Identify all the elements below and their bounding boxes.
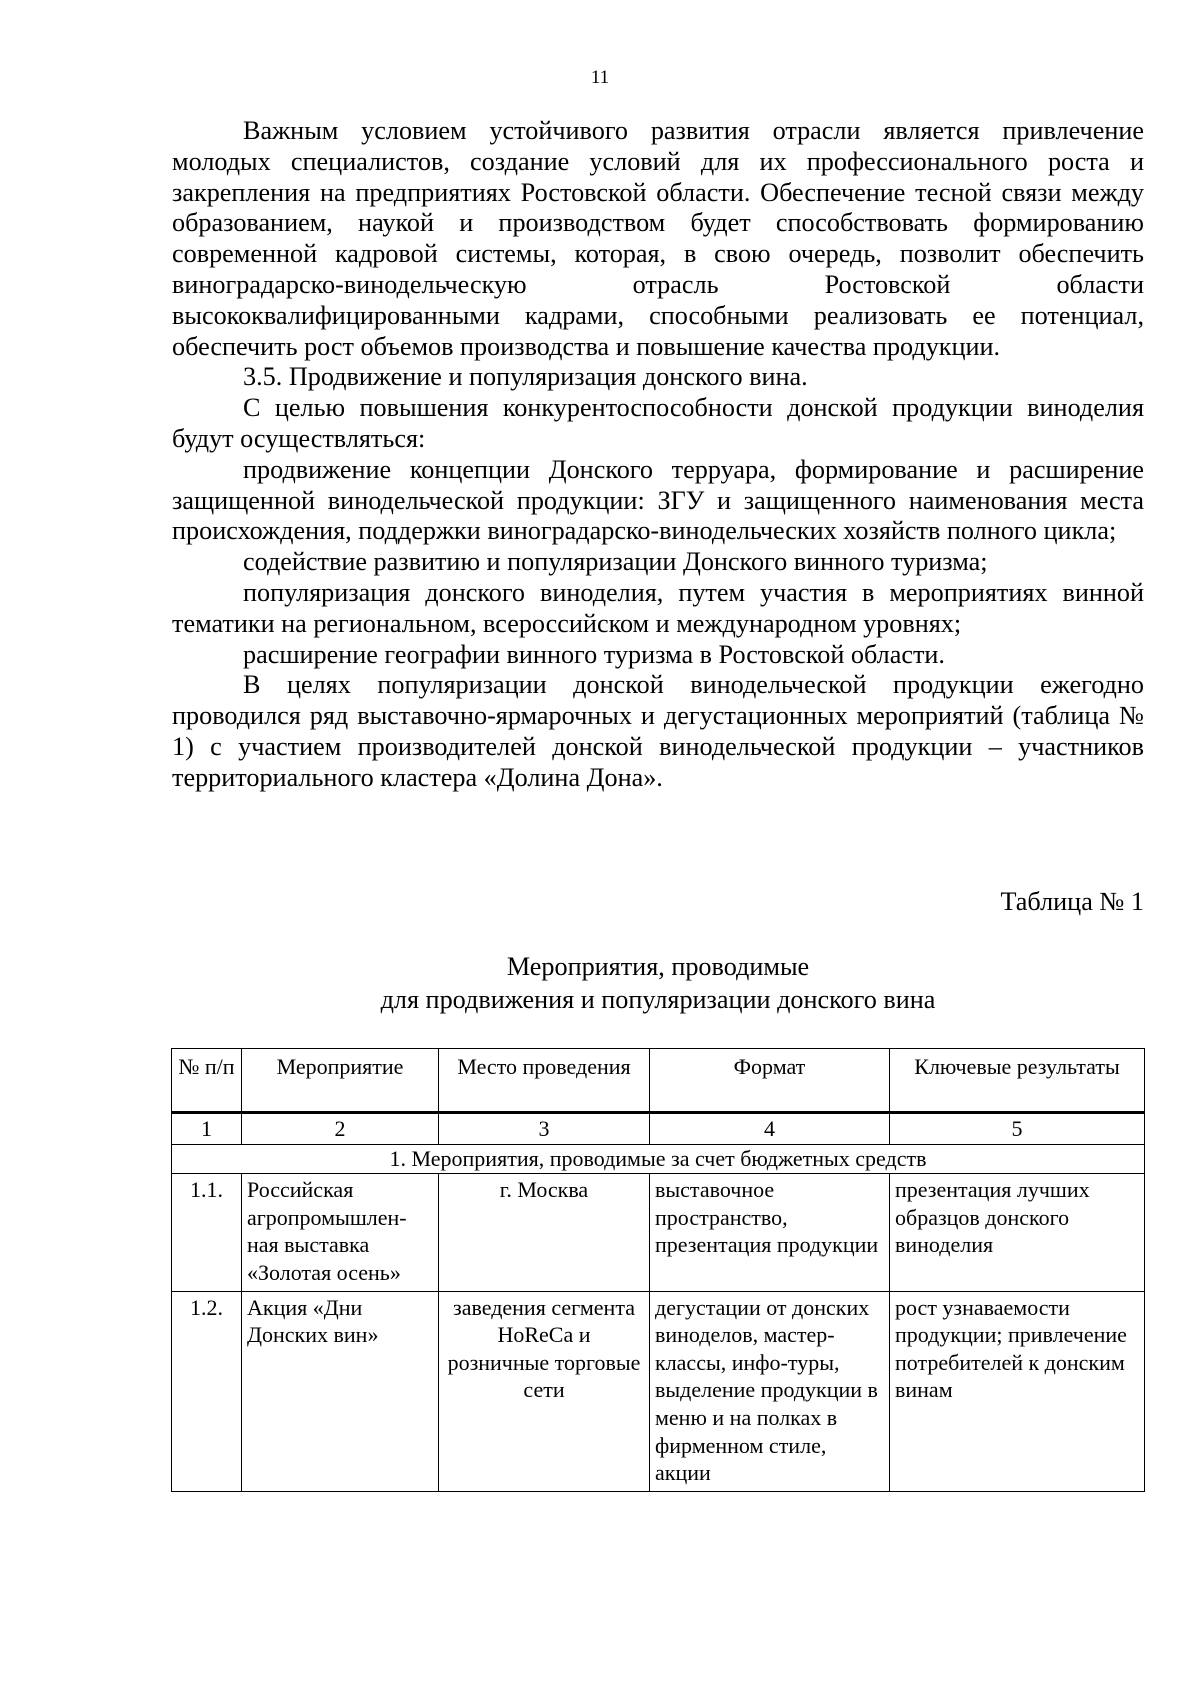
paragraph: В целях популяризации донской винодельческой продукции ежегодно проводился ряд выставочно-ярмарочных и дегустационных мероприятий (таблица № 1) с участием производителей донской винодельческой продукции – участников территориального кластера «Долина Дона». xyxy=(172,670,1144,792)
column-number-row xyxy=(172,1113,1145,1145)
table-header-row xyxy=(172,1049,1145,1113)
header-cell-results: Ключевые результаты xyxy=(890,1049,1145,1113)
header-cell-place: Место проведения xyxy=(439,1049,650,1113)
paragraph: Важным условием устойчивого развития отрасли является привлечение молодых специалистов, создание условий для их профессионального роста и закрепления на предприятиях Ростовской области. Обеспечение тесной связи между образованием, наукой и производством будет способствовать формированию современной кадровой системы, которая, в свою очередь, позволит обеспечить виноградарско-винодельческую отрасль Ростовской области высококвалифицированными кадрами, способными реализовать ее потенциал, обеспечить рост объемов производства и повышение качества продукции. xyxy=(172,116,1144,361)
column-number: 2 xyxy=(242,1113,439,1145)
column-number: 5 xyxy=(890,1113,1145,1145)
results-cell: рост узнаваемости продукции; привлечение потребителей к донским винам xyxy=(890,1291,1145,1491)
table-title xyxy=(172,950,1144,1016)
event-cell: Российская агропромышлен-ная выставка «Золотая осень» xyxy=(242,1174,439,1291)
paragraph: С целью повышения конкурентоспособности донской продукции виноделия будут осуществляться: xyxy=(172,393,1144,453)
column-number: 3 xyxy=(439,1113,650,1145)
event-cell: Акция «Дни Донских вин» xyxy=(242,1291,439,1491)
table-title-line: для продвижения и популяризации донского вина xyxy=(380,985,936,1014)
place-cell: г. Москва xyxy=(439,1174,650,1291)
section-heading: 3.5. Продвижение и популяризация донского вина. xyxy=(243,362,808,392)
header-cell-format: Формат xyxy=(650,1049,890,1113)
row-number: 1.2. xyxy=(172,1291,242,1491)
list-item: продвижение концепции Донского терруара, формирование и расширение защищенной винодельческой продукции: ЗГУ и защищенного наименования места происхождения, поддержки виноградарско-винодельческих хозяйств полного цикла; xyxy=(172,454,1144,546)
column-number: 1 xyxy=(172,1113,242,1145)
format-cell: дегустации от донских виноделов, мастер-классы, инфо-туры, выделение продукции в меню и на полках в фирменном стиле, акции xyxy=(650,1291,890,1491)
column-number: 4 xyxy=(650,1113,890,1145)
list-item: популяризация донского виноделия, путем участия в мероприятиях винной тематики на региональном, всероссийском и международном уровнях; xyxy=(172,577,1144,638)
results-cell: презентация лучших образцов донского виноделия xyxy=(890,1174,1145,1291)
table-row xyxy=(172,1174,1145,1291)
table-caption: Таблица № 1 xyxy=(1000,887,1144,916)
list-item: расширение географии винного туризма в Ростовской области. xyxy=(243,639,945,669)
events-table xyxy=(171,1048,1145,1492)
row-number: 1.1. xyxy=(172,1174,242,1291)
header-cell-number: № п/п xyxy=(172,1049,242,1113)
section-title: 1. Мероприятия, проводимые за счет бюджетных средств xyxy=(172,1144,1145,1174)
section-row xyxy=(172,1144,1145,1174)
table-row xyxy=(172,1291,1145,1491)
page-number: 11 xyxy=(590,67,610,88)
body-text xyxy=(172,116,1144,794)
format-cell: выставочное пространство, презентация продукции xyxy=(650,1174,890,1291)
header-cell-event: Мероприятие xyxy=(242,1049,439,1113)
list-item: содействие развитию и популяризации Донского винного туризма; xyxy=(243,547,988,577)
table-title-line: Мероприятия, проводимые xyxy=(506,952,810,981)
place-cell: заведения сегмента HoReCa и розничные торговые сети xyxy=(439,1291,650,1491)
